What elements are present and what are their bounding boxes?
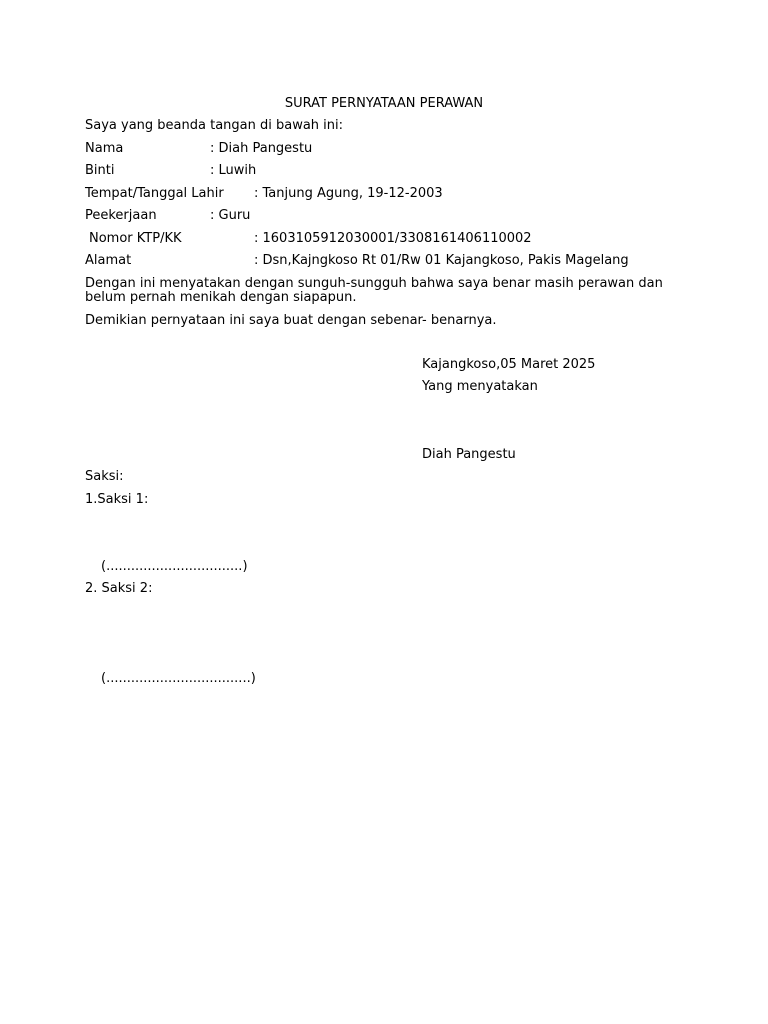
field-pekerjaan-label: Peekerjaan	[85, 208, 157, 223]
field-ktp-value: : 1603105912030001/3308161406110002	[254, 231, 532, 246]
declarant-name: Diah Pangestu	[422, 447, 516, 462]
field-binti-label: Binti	[85, 163, 115, 178]
witness-2-label: 2. Saksi 2:	[85, 581, 153, 596]
field-binti-value: : Luwih	[210, 163, 257, 178]
field-ttl-value: : Tanjung Agung, 19-12-2003	[254, 186, 443, 201]
place-date: Kajangkoso,05 Maret 2025	[422, 357, 596, 372]
field-nama-label: Nama	[85, 141, 124, 156]
witness-1-label: 1.Saksi 1:	[85, 492, 149, 507]
witness-2-signature-blank: (...................................)	[101, 671, 256, 686]
statement-paragraph: Dengan ini menyatakan dengan sunguh-sungguh bahwa saya benar masih perawan dan belum pernah menikah dengan siapapun.	[85, 276, 663, 305]
declarant-label: Yang menyatakan	[422, 379, 538, 394]
intro-text: Saya yang beanda tangan di bawah ini:	[85, 118, 344, 133]
field-alamat-label: Alamat	[85, 253, 132, 268]
witness-1-signature-blank: (.................................)	[101, 559, 248, 574]
field-ttl-label: Tempat/Tanggal Lahir	[85, 186, 224, 201]
field-ktp-label: Nomor KTP/KK	[89, 231, 182, 246]
field-nama-value: : Diah Pangestu	[210, 141, 313, 156]
document-title: SURAT PERNYATAAN PERAWAN	[284, 96, 484, 111]
witness-heading: Saksi:	[85, 469, 124, 484]
field-pekerjaan-value: : Guru	[210, 208, 251, 223]
field-alamat-value: : Dsn,Kajngkoso Rt 01/Rw 01 Kajangkoso, Pakis Magelang	[254, 253, 629, 268]
closing-text: Demikian pernyataan ini saya buat dengan sebenar- benarnya.	[85, 313, 497, 328]
